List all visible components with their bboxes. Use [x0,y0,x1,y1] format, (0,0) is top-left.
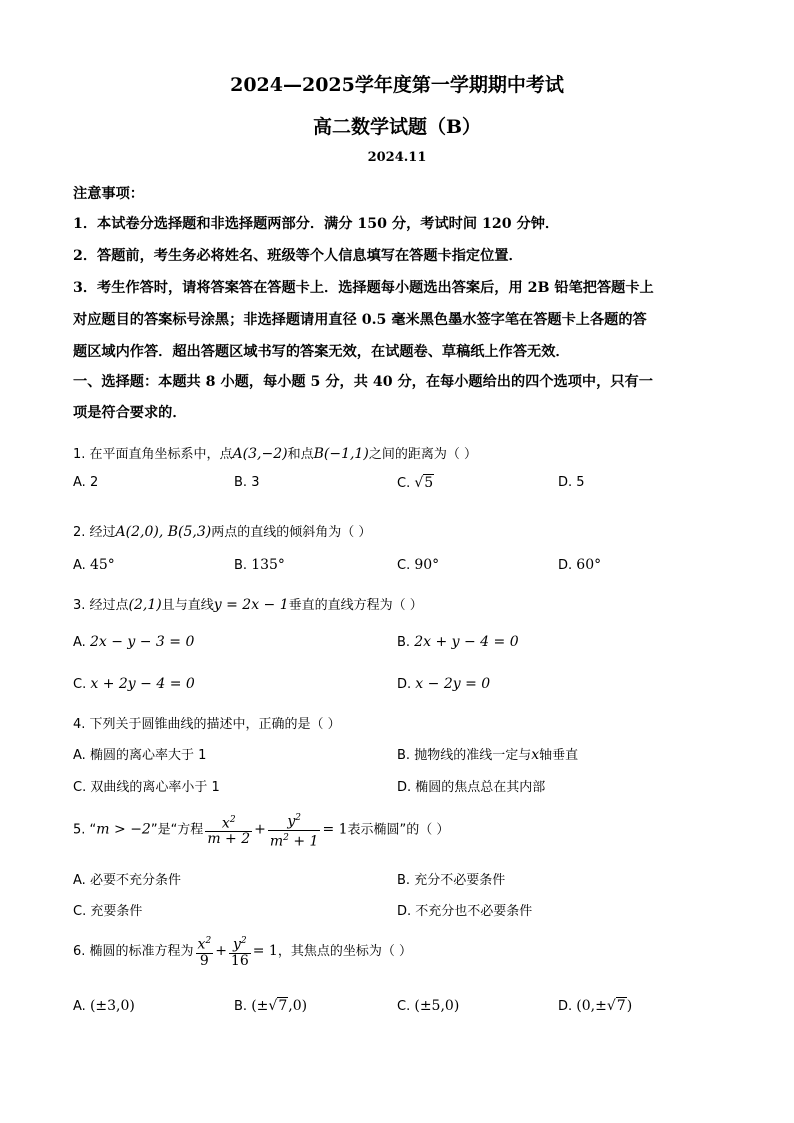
option-value: (±5,0) [414,998,460,1014]
sqrt-symbol-icon: √ [414,475,424,491]
q6-prefix: 6. 椭圆的标准方程为 [73,943,194,959]
fraction-numerator: y [233,936,241,953]
q5-condition: m > −2 [96,821,151,838]
option-value: (± [251,998,269,1014]
option-value: 2 [89,475,99,490]
q3-option-d[interactable] [397,676,490,692]
fraction-denominator: 9 [199,952,209,969]
q6-option-c[interactable] [397,998,459,1014]
option-label: C. [73,780,87,795]
q1-mid: 和点 [287,447,314,462]
q3-option-a[interactable] [73,634,194,650]
q1-option-c[interactable] [397,475,434,491]
fraction-denominator: m + 2 [207,831,251,848]
q3-point: (2,1) [128,597,162,613]
option-label: D. [558,999,573,1014]
option-label: B. [397,635,411,650]
exam-date: 2024.11 [367,150,427,165]
q5-mid: ”是“方程 [150,822,204,838]
option-value: x − 2y = 0 [415,676,491,692]
q5-fraction-2: $\frac{y^2}{m^2 + 1}$ [269,813,319,850]
option-value: 不充分也不必要条件 [415,904,533,919]
option-value: 45° [89,557,115,573]
q1-prefix: 1. 在平面直角坐标系中，点 [73,447,233,462]
q5-open: 5. “ [73,822,97,838]
q5-fraction-1: $\frac{x^2}{m + 2}$ [207,814,251,848]
q6-option-b[interactable] [234,998,307,1014]
q2-prefix: 2. 经过 [73,525,116,540]
q5-option-d[interactable] [397,900,532,919]
plus-sign: + [215,942,227,959]
fraction-denominator-tail: + 1 [288,833,319,850]
q1-point-a: A(3,−2) [232,446,288,462]
q2-suffix: 两点的直线的倾斜角为（ ） [211,525,372,540]
fraction-numerator: y [287,813,296,830]
q2-option-c[interactable] [397,557,439,573]
option-radicand: 7 [278,998,288,1014]
option-value: 椭圆的焦点总在其内部 [415,780,546,795]
q5-option-b[interactable] [397,869,505,888]
q2-option-d[interactable] [558,557,601,573]
option-value: 2x + y − 4 = 0 [414,634,519,650]
q1-suffix: 之间的距离为（ ） [368,447,477,462]
option-value: 90° [414,557,440,573]
q4-option-a[interactable] [73,744,206,763]
option-label: D. [397,904,412,919]
option-label: A. [73,873,86,888]
q2-option-b[interactable] [234,557,285,573]
q1-option-b[interactable] [234,475,259,490]
exam-title: 2024—2025学年度第一学期期中考试 [230,74,564,96]
option-value: 60° [576,557,602,573]
option-label: A. [73,748,86,763]
option-label: A. [73,999,86,1014]
question-2-stem [73,521,371,540]
q3-prefix: 3. 经过点 [73,598,129,613]
option-value: 5 [576,475,585,490]
section-1-line-1: 一、选择题：本题共 8 小题，每小题 5 分，共 40 分，在每小题给出的四个选项中，只有一 [73,374,653,390]
option-label: D. [397,780,412,795]
fraction-denominator: 16 [230,952,249,969]
q6-option-a[interactable] [73,998,135,1014]
option-label: D. [558,475,573,490]
option-value: 必要不充分条件 [89,873,181,888]
option-value: (±3,0) [89,998,135,1014]
option-value-tail: 轴垂直 [539,748,579,763]
option-label: A. [73,475,86,490]
equals-one: = 1 [322,821,348,838]
option-label: D. [558,558,573,573]
q6-fraction-2: $\frac{y^2}{16}$ [230,936,249,969]
fraction-numerator: x [197,936,206,953]
option-label: B. [234,558,248,573]
note-item-3-line-3: 题区域内作答．超出答题区域书写的答案无效，在试题卷、草稿纸上作答无效． [73,344,570,360]
option-variable: x [531,747,540,763]
q1-option-d[interactable] [558,475,585,490]
equals-one: = 1 [252,942,278,959]
question-1-stem [73,443,477,462]
q3-line: y = 2x − 1 [213,597,289,613]
exam-subtitle: 高二数学试题（B） [312,116,482,138]
section-1-line-2: 项是符合要求的． [73,405,187,421]
option-value: 2x − y − 3 = 0 [89,634,195,650]
q3-suffix: 垂直的直线方程为（ ） [288,598,423,613]
q4-option-c[interactable] [73,776,220,795]
option-label: B. [234,999,248,1014]
q6-suffix: ，其焦点的坐标为（ ） [277,943,412,959]
q5-suffix: 表示椭圆”的（ ） [347,822,450,838]
q3-mid: 且与直线 [161,598,214,613]
option-value: x + 2y − 4 = 0 [90,676,195,692]
option-value: 抛物线的准线一定与 [414,748,532,763]
q6-option-d[interactable] [558,998,632,1014]
note-item-3-line-2: 对应题目的答案标号涂黑；非选择题请用直径 0.5 毫米黑色墨水签字笔在答题卡上各题的答 [73,312,647,328]
option-label: A. [73,635,86,650]
sqrt-symbol-icon: √ [606,998,616,1014]
option-label: C. [73,677,87,692]
q3-option-b[interactable] [397,634,519,650]
option-label: C. [73,904,87,919]
fraction-numerator: x [221,815,230,832]
note-item-3-line-1: 3．考生作答时，请将答案答在答题卡上．选择题每小题选出答案后，用 2B 铅笔把答题卡上 [73,280,654,296]
sqrt-symbol-icon: √ [268,998,278,1014]
q3-option-c[interactable] [73,676,195,692]
q1-point-b: B(−1,1) [313,446,369,462]
option-value-tail: ) [626,998,633,1014]
option-value: 5 [424,475,434,491]
option-label: D. [397,677,412,692]
q5-option-a[interactable] [73,869,181,888]
option-label: A. [73,558,86,573]
q2-points: A(2,0), B(5,3) [115,524,212,540]
question-4-stem: 4. 下列关于圆锥曲线的描述中，正确的是（ ） [73,717,341,732]
option-label: B. [397,873,411,888]
option-value: 135° [251,557,285,573]
q4-option-b[interactable] [397,744,578,763]
option-value: 3 [251,475,260,490]
option-label: C. [397,476,411,491]
option-value: (0,± [576,998,607,1014]
q5-option-c[interactable] [73,900,142,919]
question-3-stem [73,594,423,613]
q6-fraction-1: $\frac{x^2}{9}$ [197,936,212,969]
option-value: 椭圆的离心率大于 1 [89,748,207,763]
option-value: 充要条件 [90,904,143,919]
q2-option-a[interactable] [73,557,115,573]
question-6-stem [73,934,412,969]
note-item-2: 2．答题前，考生务必将姓名、班级等个人信息填写在答题卡指定位置． [73,248,523,264]
option-label: C. [397,558,411,573]
question-5-stem [73,811,449,849]
plus-sign: + [254,821,266,838]
note-item-1: 1．本试卷分选择题和非选择题两部分．满分 150 分，考试时间 120 分钟． [73,216,560,232]
notes-heading: 注意事项： [73,186,144,202]
q1-option-a[interactable] [73,475,98,490]
q4-option-d[interactable] [397,776,545,795]
option-label: B. [234,475,248,490]
option-label: C. [397,999,411,1014]
option-label: B. [397,748,411,763]
option-radicand: 7 [616,998,626,1014]
fraction-denominator: m [269,833,284,850]
option-value: 充分不必要条件 [414,873,506,888]
option-value: 双曲线的离心率小于 1 [90,780,220,795]
option-value-tail: ,0) [288,998,308,1014]
